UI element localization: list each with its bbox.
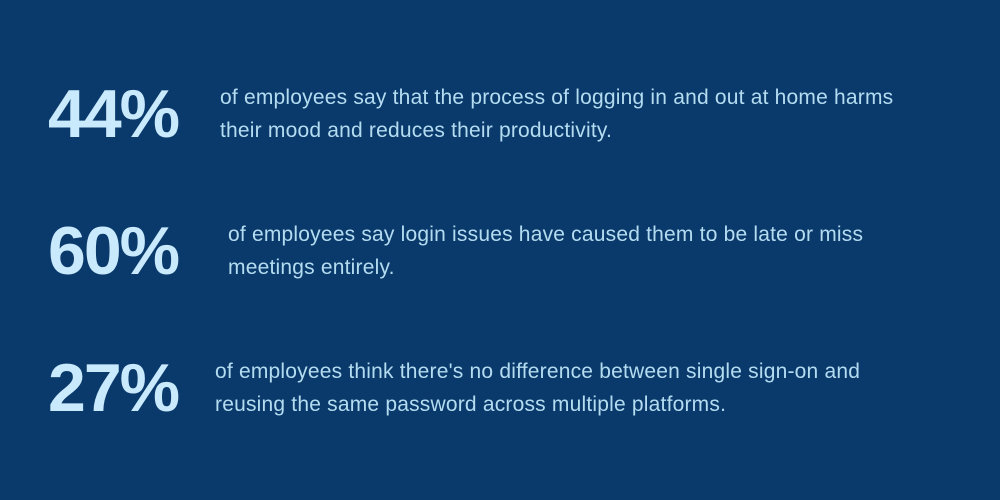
stat-description-line: of employees think there's no difference between single sign-on and	[215, 360, 861, 383]
stat-description-line: of employees say login issues have caused them to be late or miss	[228, 223, 864, 246]
stat-description-line: reusing the same password across multiple platforms.	[215, 393, 727, 416]
stat-row-login-late	[48, 213, 863, 289]
stat-row-sso-password	[48, 350, 860, 426]
stat-description	[215, 355, 860, 421]
stat-row-logging-mood	[48, 76, 893, 152]
stat-percentage: 60%	[48, 213, 179, 289]
stat-description-line: their mood and reduces their productivity.	[220, 119, 613, 142]
stat-description-line: of employees say that the process of logging in and out at home harms	[220, 86, 894, 109]
stat-description	[228, 218, 863, 284]
stat-description-line: meetings entirely.	[228, 256, 395, 279]
stat-percentage: 44%	[48, 76, 179, 152]
stat-description	[220, 81, 893, 147]
stat-percentage: 27%	[48, 350, 179, 426]
